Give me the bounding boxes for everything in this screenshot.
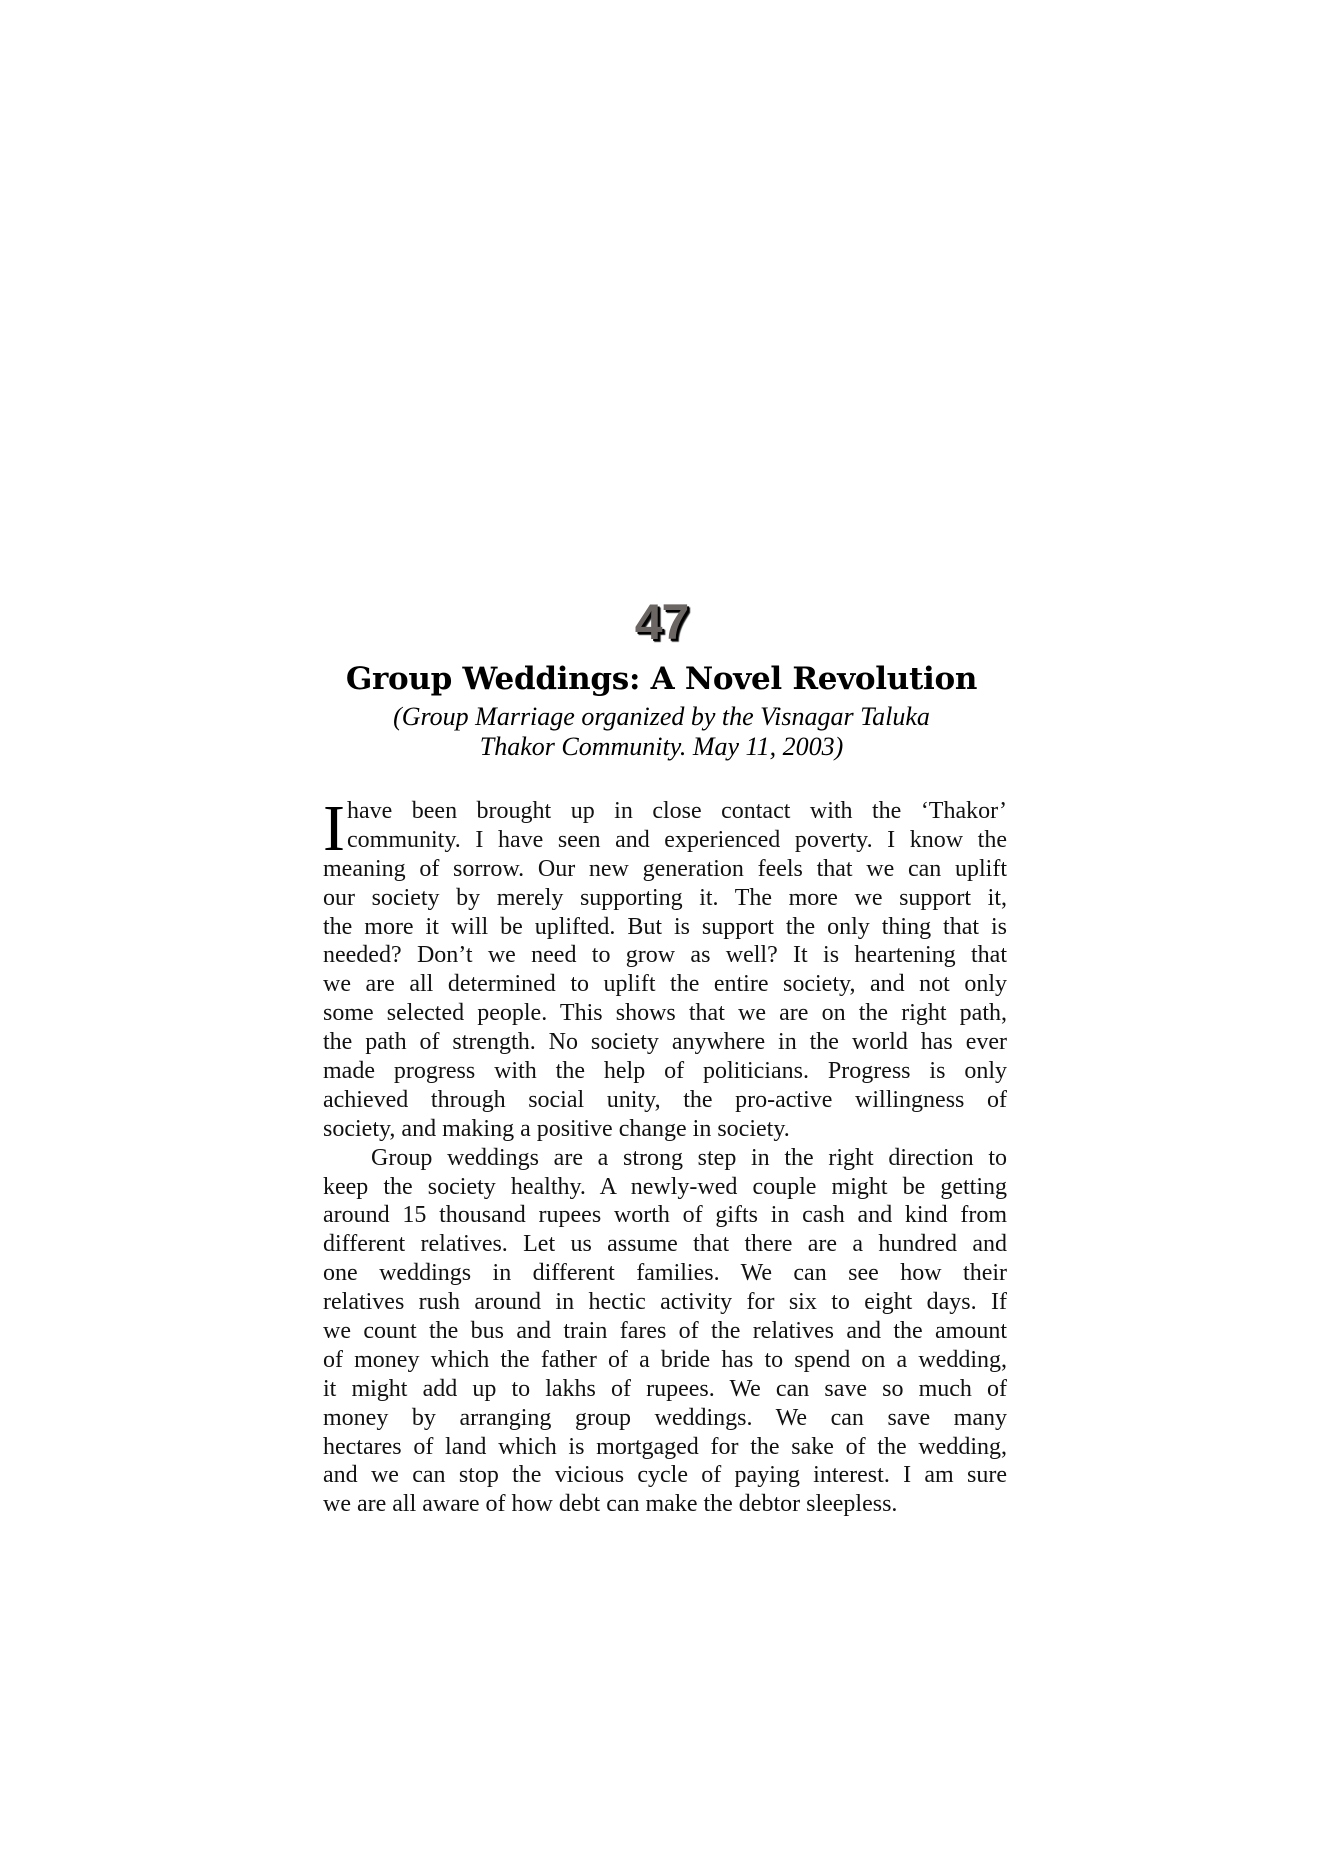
drop-cap: I xyxy=(323,792,345,865)
text-line: keep the society healthy. A newly-wed couple might be getting xyxy=(323,1173,1007,1200)
text-line: society, and making a positive change in society. xyxy=(323,1115,790,1142)
text-line: around 15 thousand rupees worth of gifts in cash and kind from xyxy=(323,1202,1007,1229)
text-line: it might add up to lakhs of rupees. We can save so much of xyxy=(323,1375,1007,1402)
text-line: community. I have seen and experienced poverty. I know the xyxy=(347,826,1007,853)
subtitle-line: Thakor Community. May 11, 2003) xyxy=(479,732,844,761)
paragraph-1 xyxy=(323,792,1007,1144)
text-line: and we can stop the vicious cycle of paying interest. I am sure xyxy=(323,1462,1007,1489)
text-line: money by arranging group weddings. We can save many xyxy=(323,1404,1007,1431)
text-line: made progress with the help of politicians. Progress is only xyxy=(323,1058,1007,1085)
text-line: hectares of land which is mortgaged for the sake of the wedding, xyxy=(323,1433,1007,1460)
text-line: have been brought up in close contact with the ‘Thakor’ xyxy=(347,798,1007,824)
text-line: different relatives. Let us assume that there are a hundred and xyxy=(323,1231,1007,1258)
text-line: the path of strength. No society anywhere in the world has ever xyxy=(323,1029,1007,1056)
text-line: we are all aware of how debt can make the debtor sleepless. xyxy=(323,1491,898,1518)
text-line: relatives rush around in hectic activity for six to eight days. If xyxy=(323,1289,1007,1316)
chapter-number: 47 xyxy=(634,594,689,650)
chapter-title: Group Weddings: A Novel Revolution xyxy=(345,661,978,697)
text-line: needed? Don’t we need to grow as well? It is heartening that xyxy=(323,942,1007,969)
text-line: achieved through social unity, the pro-active willingness of xyxy=(323,1086,1007,1113)
text-line: the more it will be uplifted. But is support the only thing that is xyxy=(323,913,1007,940)
paragraph-2 xyxy=(323,1144,1007,1520)
text-line: our society by merely supporting it. The more we support it, xyxy=(323,884,1007,911)
text-line: Group weddings are a strong step in the right direction to xyxy=(371,1144,1007,1171)
text-line: some selected people. This shows that we are on the right path, xyxy=(323,1000,1007,1027)
chapter-subtitle xyxy=(0,702,1323,762)
subtitle-line: (Group Marriage organized by the Visnagar Taluka xyxy=(393,702,930,731)
body-text xyxy=(323,792,1007,1519)
text-line: of money which the father of a bride has to spend on a wedding, xyxy=(323,1346,1007,1373)
text-line: we count the bus and train fares of the relatives and the amount xyxy=(323,1318,1007,1345)
text-line: one weddings in different families. We can see how their xyxy=(323,1260,1007,1287)
text-line: we are all determined to uplift the entire society, and not only xyxy=(323,971,1007,998)
text-line: meaning of sorrow. Our new generation feels that we can uplift xyxy=(323,855,1007,882)
